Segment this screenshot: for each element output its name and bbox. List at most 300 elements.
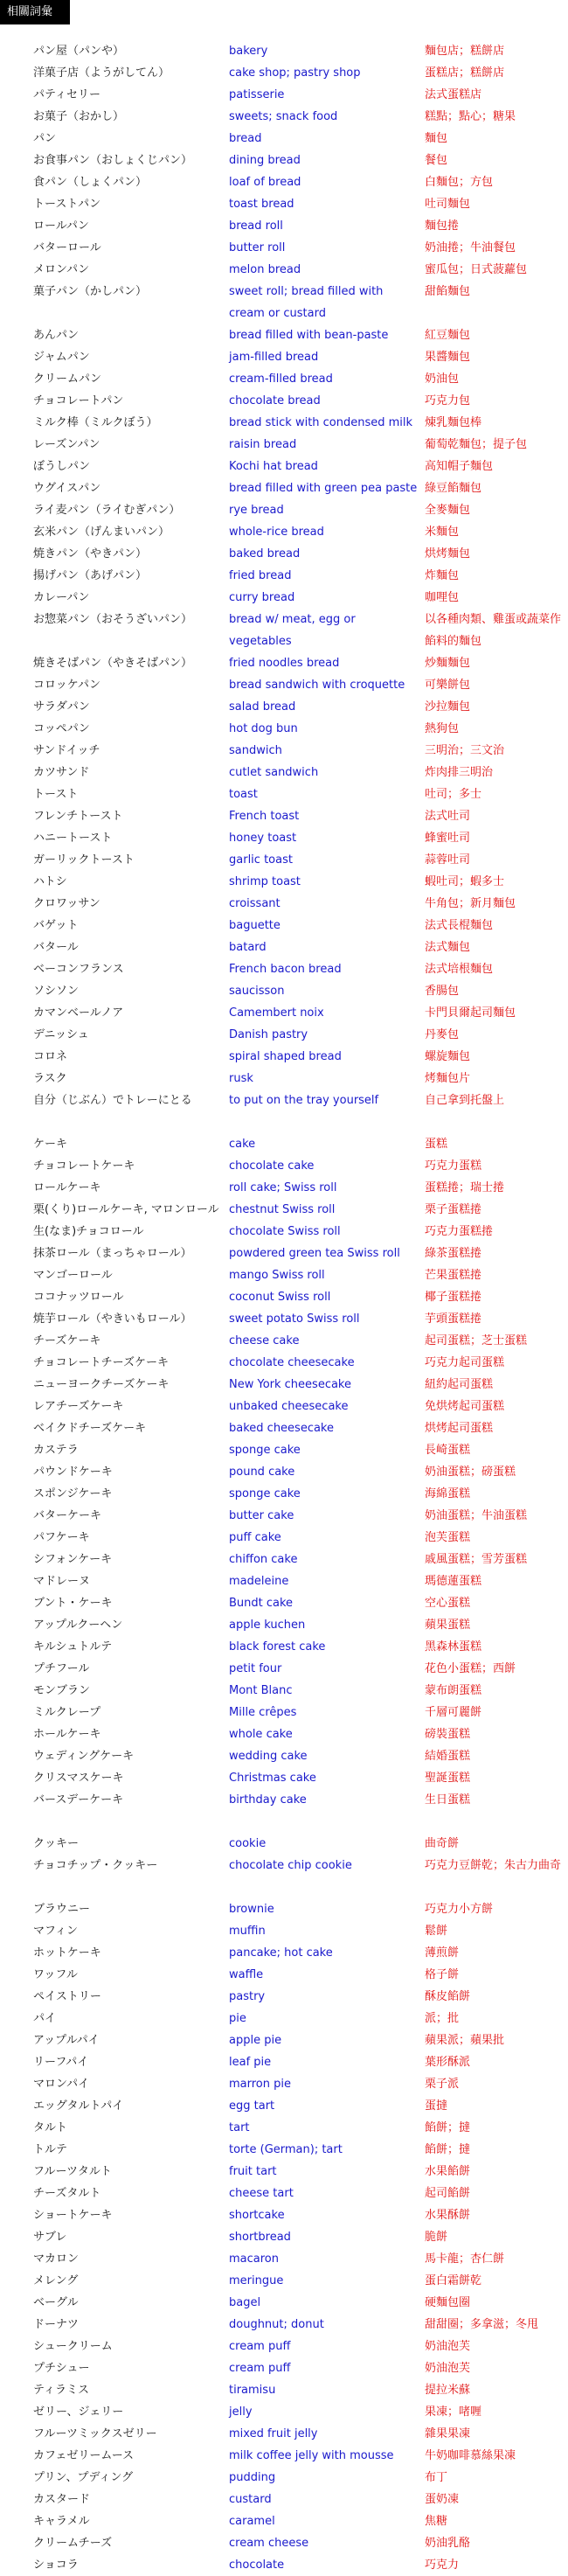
glossary-table xyxy=(0,40,568,2576)
glossary-row xyxy=(0,2467,568,2489)
japanese-term: ミルクレープ xyxy=(33,1706,101,1719)
english-term: roll cake; Swiss roll xyxy=(229,1181,337,1194)
glossary-row xyxy=(0,324,568,346)
english-term: baked bread xyxy=(229,547,301,560)
chinese-term: 麵包店；糕餅店 xyxy=(425,45,505,58)
japanese-term: レーズンパン xyxy=(33,438,100,451)
english-term: Christmas cake xyxy=(229,1772,316,1785)
japanese-term: ベーグル xyxy=(33,2296,79,2309)
chinese-term: 果醬麵包 xyxy=(425,351,471,364)
japanese-term: チョコチップ・クッキー xyxy=(33,1859,158,1872)
japanese-term: ドーナツ xyxy=(33,2318,79,2331)
japanese-term: コロッケパン xyxy=(33,679,100,692)
english-term: fried bread xyxy=(229,569,292,582)
japanese-term: 洋菓子店（ようがしてん） xyxy=(33,66,170,80)
glossary-row xyxy=(0,762,568,783)
english-term: chocolate Swiss roll xyxy=(229,1225,341,1238)
japanese-term: ぼうしパン xyxy=(33,460,91,473)
chinese-term: 硬麵包圈 xyxy=(425,2296,471,2309)
glossary-row xyxy=(0,1549,568,1570)
chinese-term: 熱狗包 xyxy=(425,722,460,735)
japanese-term: パウンドケーキ xyxy=(33,1466,113,1479)
english-term: leaf pie xyxy=(229,2056,272,2069)
chinese-term: 高知帽子麵包 xyxy=(425,460,494,473)
japanese-term: タルト xyxy=(33,2121,68,2134)
chinese-term: 法式吐司 xyxy=(425,810,471,823)
chinese-term: 卡門貝爾起司麵包 xyxy=(425,1006,516,1020)
japanese-term: ケーキ xyxy=(33,1138,68,1151)
english-term: chocolate chip cookie xyxy=(229,1859,352,1872)
chinese-term: 鬆餅 xyxy=(425,1925,448,1938)
japanese-term: サラダパン xyxy=(33,700,90,714)
glossary-row xyxy=(0,281,568,324)
english-term: butter cake xyxy=(229,1509,294,1522)
glossary-row xyxy=(0,2161,568,2183)
chinese-term: 吐司；多士 xyxy=(425,788,482,801)
glossary-row xyxy=(0,215,568,237)
chinese-term: 吐司麵包 xyxy=(425,198,471,211)
japanese-term: マフィン xyxy=(33,1925,78,1938)
chinese-term: 甜餡麵包 xyxy=(425,285,471,298)
glossary-row xyxy=(0,40,568,62)
chinese-term: 丹麥包 xyxy=(425,1028,460,1041)
japanese-term: マロンパイ xyxy=(33,2078,90,2091)
japanese-term: メレング xyxy=(33,2274,79,2287)
chinese-term: 蘋果蛋糕 xyxy=(425,1619,471,1632)
chinese-term: 泡芙蛋糕 xyxy=(425,1531,471,1544)
glossary-row xyxy=(0,2401,568,2423)
chinese-term: 磅裝蛋糕 xyxy=(425,1728,471,1741)
glossary-row xyxy=(0,62,568,84)
chinese-term: 巧克力包 xyxy=(425,394,471,407)
english-term: cake shop; pastry shop xyxy=(229,66,361,80)
glossary-row xyxy=(0,1199,568,1221)
english-term: black forest cake xyxy=(229,1640,326,1654)
glossary-row xyxy=(0,2204,568,2226)
glossary-row xyxy=(0,2226,568,2248)
english-term: cream puff xyxy=(229,2362,291,2375)
japanese-term: マドレーヌ xyxy=(33,1575,91,1588)
glossary-row xyxy=(0,1920,568,1942)
japanese-term: ウェディングケーキ xyxy=(33,1750,135,1763)
glossary-row xyxy=(0,2445,568,2467)
english-term: Kochi hat bread xyxy=(229,460,318,473)
chinese-term: 椰子蛋糕捲 xyxy=(425,1291,482,1304)
japanese-term: ニューヨークチーズケーキ xyxy=(33,1378,170,1391)
japanese-term: ハトシ xyxy=(33,875,67,888)
chinese-term: 全麥麵包 xyxy=(425,504,471,517)
japanese-term: バターロール xyxy=(33,241,101,254)
chinese-term: 栗子派 xyxy=(425,2078,460,2091)
glossary-row xyxy=(0,1396,568,1417)
english-term: chocolate cake xyxy=(229,1159,315,1173)
english-term: cream-filled bread xyxy=(229,372,333,386)
japanese-term: アップルクーヘン xyxy=(33,1619,123,1632)
glossary-row xyxy=(0,1002,568,1024)
chinese-term: 巧克力小方餅 xyxy=(425,1903,494,1916)
chinese-term: 蝦吐司；蝦多士 xyxy=(425,875,505,888)
japanese-term: トルテ xyxy=(33,2143,68,2156)
chinese-term: 巧克力 xyxy=(425,2559,460,2572)
chinese-term: 香腸包 xyxy=(425,985,460,998)
japanese-term: アップルパイ xyxy=(33,2034,100,2047)
japanese-term: ソシソン xyxy=(33,985,80,998)
japanese-term: シュークリーム xyxy=(33,2340,113,2353)
japanese-term: プチフール xyxy=(33,1662,90,1675)
english-term: bread xyxy=(229,132,262,145)
japanese-term: クロワッサン xyxy=(33,897,100,910)
chinese-term: 蛋白霜餅乾 xyxy=(425,2274,482,2287)
glossary-row xyxy=(0,1133,568,1155)
japanese-term: フルーツタルト xyxy=(33,2165,112,2178)
english-term: bakery xyxy=(229,45,268,58)
chinese-term: 起司餡餅 xyxy=(425,2187,471,2200)
glossary-row xyxy=(0,1986,568,2008)
japanese-term: ウグイスパン xyxy=(33,482,101,495)
english-term: shortbread xyxy=(229,2231,291,2244)
chinese-term: 提拉米蘇 xyxy=(425,2384,471,2397)
japanese-term: デニッシュ xyxy=(33,1028,89,1041)
english-term: New York cheesecake xyxy=(229,1378,351,1391)
english-term: cream cheese xyxy=(229,2537,309,2550)
english-term: chestnut Swiss roll xyxy=(229,1203,336,1216)
japanese-term: チーズケーキ xyxy=(33,1334,101,1347)
english-term: whole cake xyxy=(229,1728,293,1741)
english-term: sponge cake xyxy=(229,1444,301,1457)
chinese-term: 焦糖 xyxy=(425,2515,448,2528)
glossary-row xyxy=(0,1068,568,1090)
chinese-term: 可樂餅包 xyxy=(425,679,471,692)
chinese-term: 水果餡餅 xyxy=(425,2165,471,2178)
glossary-row xyxy=(0,1964,568,1986)
glossary-row xyxy=(0,1090,568,1111)
english-term: milk coffee jelly with mousse xyxy=(229,2449,394,2462)
japanese-term: パティセリー xyxy=(33,88,100,101)
glossary-row xyxy=(0,1767,568,1789)
section-spacer xyxy=(0,1811,568,1833)
glossary-row xyxy=(0,1614,568,1636)
japanese-term: カステラ xyxy=(33,1444,79,1457)
english-term: cookie xyxy=(229,1837,267,1850)
chinese-term: 果凍；啫喱 xyxy=(425,2405,482,2419)
glossary-row xyxy=(0,1308,568,1330)
glossary-row xyxy=(0,2270,568,2292)
glossary-row xyxy=(0,1046,568,1068)
english-term: melon bread xyxy=(229,263,301,276)
japanese-term: サンドイッチ xyxy=(33,744,100,757)
japanese-term: 食パン（しょくパン） xyxy=(33,176,148,189)
glossary-row xyxy=(0,521,568,543)
glossary-row xyxy=(0,1636,568,1658)
english-term: mango Swiss roll xyxy=(229,1269,325,1282)
english-term: bread roll xyxy=(229,219,283,233)
english-term: macaron xyxy=(229,2252,279,2266)
english-term: toast bread xyxy=(229,198,294,211)
japanese-term: パイ xyxy=(33,2012,57,2025)
japanese-term: パフケーキ xyxy=(33,1531,90,1544)
japanese-term: リーフパイ xyxy=(33,2056,89,2069)
english-term: pie xyxy=(229,2012,246,2025)
chinese-term: 綠茶蛋糕捲 xyxy=(425,1247,482,1260)
glossary-row xyxy=(0,609,568,652)
chinese-term: 甜甜圈；多拿滋；冬甩 xyxy=(425,2318,539,2331)
english-term: muffin xyxy=(229,1925,266,1938)
glossary-row xyxy=(0,893,568,915)
glossary-row xyxy=(0,2336,568,2357)
english-term: raisin bread xyxy=(229,438,297,451)
chinese-term: 奶油泡芙 xyxy=(425,2340,471,2353)
chinese-term: 法式麵包 xyxy=(425,941,471,954)
chinese-term: 曲奇餅 xyxy=(425,1837,460,1850)
glossary-row xyxy=(0,128,568,150)
chinese-term: 戚風蛋糕；雪芳蛋糕 xyxy=(425,1553,528,1566)
chinese-term: 栗子蛋糕捲 xyxy=(425,1203,482,1216)
chinese-term: 巧克力起司蛋糕 xyxy=(425,1356,505,1369)
chinese-term: 法式蛋糕店 xyxy=(425,88,482,101)
english-term: cheese tart xyxy=(229,2187,294,2200)
japanese-term: チョコレートパン xyxy=(33,394,124,407)
english-term: saucisson xyxy=(229,985,285,998)
chinese-term: 糕點；點心；糖果 xyxy=(425,110,516,123)
japanese-term: ショコラ xyxy=(33,2559,79,2572)
chinese-term: 烘烤起司蛋糕 xyxy=(425,1422,494,1435)
glossary-row xyxy=(0,2532,568,2554)
english-term: madeleine xyxy=(229,1575,289,1588)
glossary-row xyxy=(0,237,568,259)
chinese-term: 布丁 xyxy=(425,2471,448,2484)
chinese-term: 巧克力豆餅乾；朱古力曲奇 xyxy=(425,1859,562,1872)
japanese-term: カマンベールノア xyxy=(33,1006,124,1020)
glossary-row xyxy=(0,2008,568,2029)
chinese-term: 蒜蓉吐司 xyxy=(425,853,471,867)
glossary-row xyxy=(0,1505,568,1527)
chinese-term: 蘋果派；蘋果批 xyxy=(425,2034,505,2047)
glossary-row xyxy=(0,1221,568,1243)
english-term: wedding cake xyxy=(229,1750,308,1763)
english-term: sponge cake xyxy=(229,1487,301,1500)
japanese-term: チョコレートケーキ xyxy=(33,1159,135,1173)
english-term: salad bread xyxy=(229,700,296,714)
chinese-term: 米麵包 xyxy=(425,526,460,539)
section-title: 相關詞彙 xyxy=(0,0,70,24)
glossary-row xyxy=(0,412,568,434)
glossary-row xyxy=(0,1177,568,1199)
glossary-row xyxy=(0,1286,568,1308)
japanese-term: シフォンケーキ xyxy=(33,1553,113,1566)
japanese-term: ワッフル xyxy=(33,1968,78,1981)
glossary-row xyxy=(0,1243,568,1264)
chinese-term: 紐約起司蛋糕 xyxy=(425,1378,494,1391)
japanese-term: キルシュトルテ xyxy=(33,1640,113,1654)
glossary-row xyxy=(0,980,568,1002)
english-term: bread stick with condensed milk xyxy=(229,416,413,429)
english-term: honey toast xyxy=(229,832,297,845)
glossary-row xyxy=(0,1833,568,1855)
chinese-term: 奶油蛋糕；磅蛋糕 xyxy=(425,1466,516,1479)
japanese-term: お菓子（おかし） xyxy=(33,110,125,123)
glossary-row xyxy=(0,1570,568,1592)
english-term: Bundt cake xyxy=(229,1597,294,1610)
glossary-row xyxy=(0,2248,568,2270)
english-term: sandwich xyxy=(229,744,282,757)
chinese-term: 蛋撻 xyxy=(425,2099,448,2113)
chinese-term: 法式長棍麵包 xyxy=(425,919,494,932)
glossary-row xyxy=(0,171,568,193)
glossary-row xyxy=(0,2029,568,2051)
english-term: shrimp toast xyxy=(229,875,301,888)
english-term: croissant xyxy=(229,897,281,910)
japanese-term: レアチーズケーキ xyxy=(33,1400,124,1413)
chinese-term: 結婚蛋糕 xyxy=(425,1750,471,1763)
english-term: curry bread xyxy=(229,591,295,604)
chinese-term: 烘烤麵包 xyxy=(425,547,471,560)
chinese-term: 生日蛋糕 xyxy=(425,1793,471,1807)
english-term: patisserie xyxy=(229,88,285,101)
japanese-term: バタール xyxy=(33,941,79,954)
glossary-row xyxy=(0,2117,568,2139)
english-term: bagel xyxy=(229,2296,261,2309)
english-term: tart xyxy=(229,2121,250,2134)
english-term: French toast xyxy=(229,810,300,823)
english-term: jelly xyxy=(229,2405,253,2419)
chinese-term: 炸麵包 xyxy=(425,569,460,582)
glossary-row xyxy=(0,2183,568,2204)
glossary-row xyxy=(0,1592,568,1614)
chinese-term: 芒果蛋糕捲 xyxy=(425,1269,482,1282)
japanese-term: ベイクドチーズケーキ xyxy=(33,1422,147,1435)
english-term: chocolate bread xyxy=(229,394,321,407)
english-term: French bacon bread xyxy=(229,963,342,976)
glossary-row xyxy=(0,915,568,936)
japanese-term: ホットケーキ xyxy=(33,1946,101,1960)
english-term: cutlet sandwich xyxy=(229,766,319,779)
chinese-term: 瑪德蓮蛋糕 xyxy=(425,1575,482,1588)
english-term: sweet roll; bread filled with cream or custard xyxy=(229,285,384,320)
chinese-term: 酥皮餡餅 xyxy=(425,1990,471,2003)
japanese-term: フルーツミックスゼリー xyxy=(33,2427,157,2440)
glossary-row xyxy=(0,84,568,106)
glossary-row xyxy=(0,1024,568,1046)
japanese-term: トースト xyxy=(33,788,79,801)
glossary-row xyxy=(0,1898,568,1920)
chinese-term: 薄煎餅 xyxy=(425,1946,460,1960)
chinese-term: 紅豆麵包 xyxy=(425,329,471,342)
glossary-row xyxy=(0,106,568,128)
japanese-term: クリームパン xyxy=(33,372,102,386)
japanese-term: チョコレートチーズケーキ xyxy=(33,1356,169,1369)
english-term: cake xyxy=(229,1138,256,1151)
japanese-term: トーストパン xyxy=(33,198,101,211)
english-term: shortcake xyxy=(229,2209,285,2222)
chinese-term: 煉乳麵包棒 xyxy=(425,416,482,429)
chinese-term: 白麵包；方包 xyxy=(425,176,494,189)
japanese-term: ショートケーキ xyxy=(33,2209,113,2222)
japanese-term: カレーパン xyxy=(33,591,90,604)
japanese-term: マカロン xyxy=(33,2252,80,2266)
chinese-term: 聖誕蛋糕 xyxy=(425,1772,471,1785)
english-term: fried noodles bread xyxy=(229,657,340,670)
japanese-term: ジャムパン xyxy=(33,351,90,364)
english-term: chocolate cheesecake xyxy=(229,1356,355,1369)
chinese-term: 奶油包 xyxy=(425,372,460,386)
chinese-term: 巧克力蛋糕捲 xyxy=(425,1225,494,1238)
chinese-term: 葡萄乾麵包；提子包 xyxy=(425,438,528,451)
english-term: baked cheesecake xyxy=(229,1422,334,1435)
chinese-term: 蜜瓜包；日式菠蘿包 xyxy=(425,263,528,276)
glossary-row xyxy=(0,849,568,871)
chinese-term: 三明治；三文治 xyxy=(425,744,505,757)
japanese-term: プリン、プディング xyxy=(33,2471,134,2484)
japanese-term: ハニートースト xyxy=(33,832,113,845)
japanese-term: モンブラン xyxy=(33,1684,91,1697)
chinese-term: 免烘烤起司蛋糕 xyxy=(425,1400,505,1413)
english-term: marron pie xyxy=(229,2078,291,2091)
section-spacer xyxy=(0,1111,568,1133)
glossary-row xyxy=(0,193,568,215)
chinese-term: 雜果果凍 xyxy=(425,2427,471,2440)
english-term: custard xyxy=(229,2493,272,2506)
japanese-term: 玄米パン（げんまいパン） xyxy=(33,526,170,539)
japanese-term: プチシュー xyxy=(33,2362,90,2375)
english-term: cheese cake xyxy=(229,1334,300,1347)
english-term: apple pie xyxy=(229,2034,282,2047)
english-term: pancake; hot cake xyxy=(229,1946,333,1960)
japanese-term: エッグタルトパイ xyxy=(33,2099,124,2113)
glossary-row xyxy=(0,1483,568,1505)
japanese-term: ホールケーキ xyxy=(33,1728,101,1741)
english-term: pastry xyxy=(229,1990,266,2003)
japanese-term: バゲット xyxy=(33,919,79,932)
japanese-term: ラスク xyxy=(33,1072,67,1085)
glossary-row xyxy=(0,1461,568,1483)
chinese-term: 千層可麗餅 xyxy=(425,1706,482,1719)
glossary-row xyxy=(0,2292,568,2314)
japanese-term: マンゴーロール xyxy=(33,1269,113,1282)
glossary-row xyxy=(0,2510,568,2532)
japanese-term: お食事パン（おしょくじパン） xyxy=(33,154,193,167)
english-term: pound cake xyxy=(229,1466,295,1479)
chinese-term: 餡餅；撻 xyxy=(425,2143,471,2156)
japanese-term: サブレ xyxy=(33,2231,67,2244)
chinese-term: 派；批 xyxy=(425,2012,460,2025)
english-term: dining bread xyxy=(229,154,301,167)
glossary-row xyxy=(0,696,568,718)
english-term: birthday cake xyxy=(229,1793,307,1807)
glossary-row xyxy=(0,2423,568,2445)
chinese-term: 起司蛋糕；芝士蛋糕 xyxy=(425,1334,528,1347)
chinese-term: 蛋糕捲；瑞士捲 xyxy=(425,1181,505,1194)
glossary-row xyxy=(0,805,568,827)
english-term: brownie xyxy=(229,1903,274,1916)
chinese-term: 牛角包；新月麵包 xyxy=(425,897,516,910)
english-term: waffle xyxy=(229,1968,264,1981)
english-term: Mont Blanc xyxy=(229,1684,293,1697)
chinese-term: 麵包 xyxy=(425,132,448,145)
chinese-term: 奶油泡芙 xyxy=(425,2362,471,2375)
english-term: to put on the tray yourself xyxy=(229,1094,379,1107)
glossary-row xyxy=(0,783,568,805)
glossary-row xyxy=(0,2051,568,2073)
japanese-term: ブント・ケーキ xyxy=(33,1597,113,1610)
chinese-term: 麵包捲 xyxy=(425,219,460,233)
japanese-term: 菓子パン（かしパン） xyxy=(33,285,148,298)
japanese-term: パン屋（パンや） xyxy=(33,45,125,58)
glossary-row xyxy=(0,2489,568,2510)
japanese-term: ゼリー、ジェリー xyxy=(33,2405,124,2419)
glossary-row xyxy=(0,1702,568,1723)
glossary-row xyxy=(0,1264,568,1286)
chinese-term: 炒麵麵包 xyxy=(425,657,471,670)
